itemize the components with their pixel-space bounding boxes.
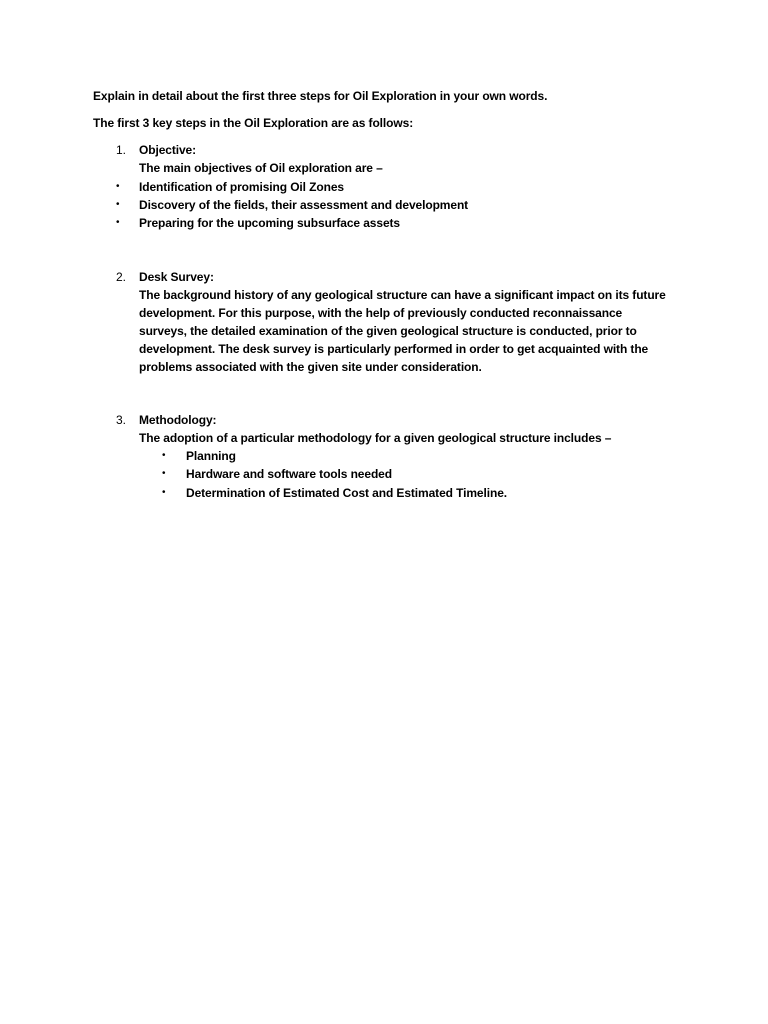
bullet-icon: • [162, 468, 166, 479]
section-number-3: 3. [116, 413, 127, 427]
bullet-icon: • [162, 450, 166, 461]
section-line: The background history of any geological structure can have a significant impact on its future [139, 288, 666, 302]
bullet-icon: • [116, 181, 120, 192]
section-line: surveys, the detailed examination of the given geological structure is conducted, prior to [139, 324, 637, 338]
list-item: Preparing for the upcoming subsurface assets [139, 216, 401, 230]
intro-text: The first 3 key steps in the Oil Exploration are as follows: [93, 116, 414, 130]
list-item: Identification of promising Oil Zones [139, 180, 344, 194]
section-line: problems associated with the given site under consideration. [139, 360, 482, 374]
section-line: The adoption of a particular methodology for a given geological structure includes – [139, 431, 612, 445]
list-item: Planning [186, 449, 236, 463]
section-title-desk-survey: Desk Survey: [139, 270, 214, 284]
question-heading: Explain in detail about the first three steps for Oil Exploration in your own words. [93, 89, 548, 103]
bullet-icon: • [116, 217, 120, 228]
list-item: Determination of Estimated Cost and Estimated Timeline. [186, 486, 508, 500]
bullet-icon: • [116, 199, 120, 210]
list-item: Discovery of the fields, their assessment and development [139, 198, 469, 212]
list-item: Hardware and software tools needed [186, 467, 392, 481]
section-line: development. The desk survey is particularly performed in order to get acquainted with the [139, 342, 649, 356]
section-number-1: 1. [116, 143, 127, 157]
bullet-icon: • [162, 487, 166, 498]
section-line: development. For this purpose, with the help of previously conducted reconnaissance [139, 306, 623, 320]
section-title-objective: Objective: [139, 143, 197, 157]
section-line: The main objectives of Oil exploration are – [139, 161, 383, 175]
section-title-methodology: Methodology: [139, 413, 217, 427]
section-number-2: 2. [116, 270, 127, 284]
